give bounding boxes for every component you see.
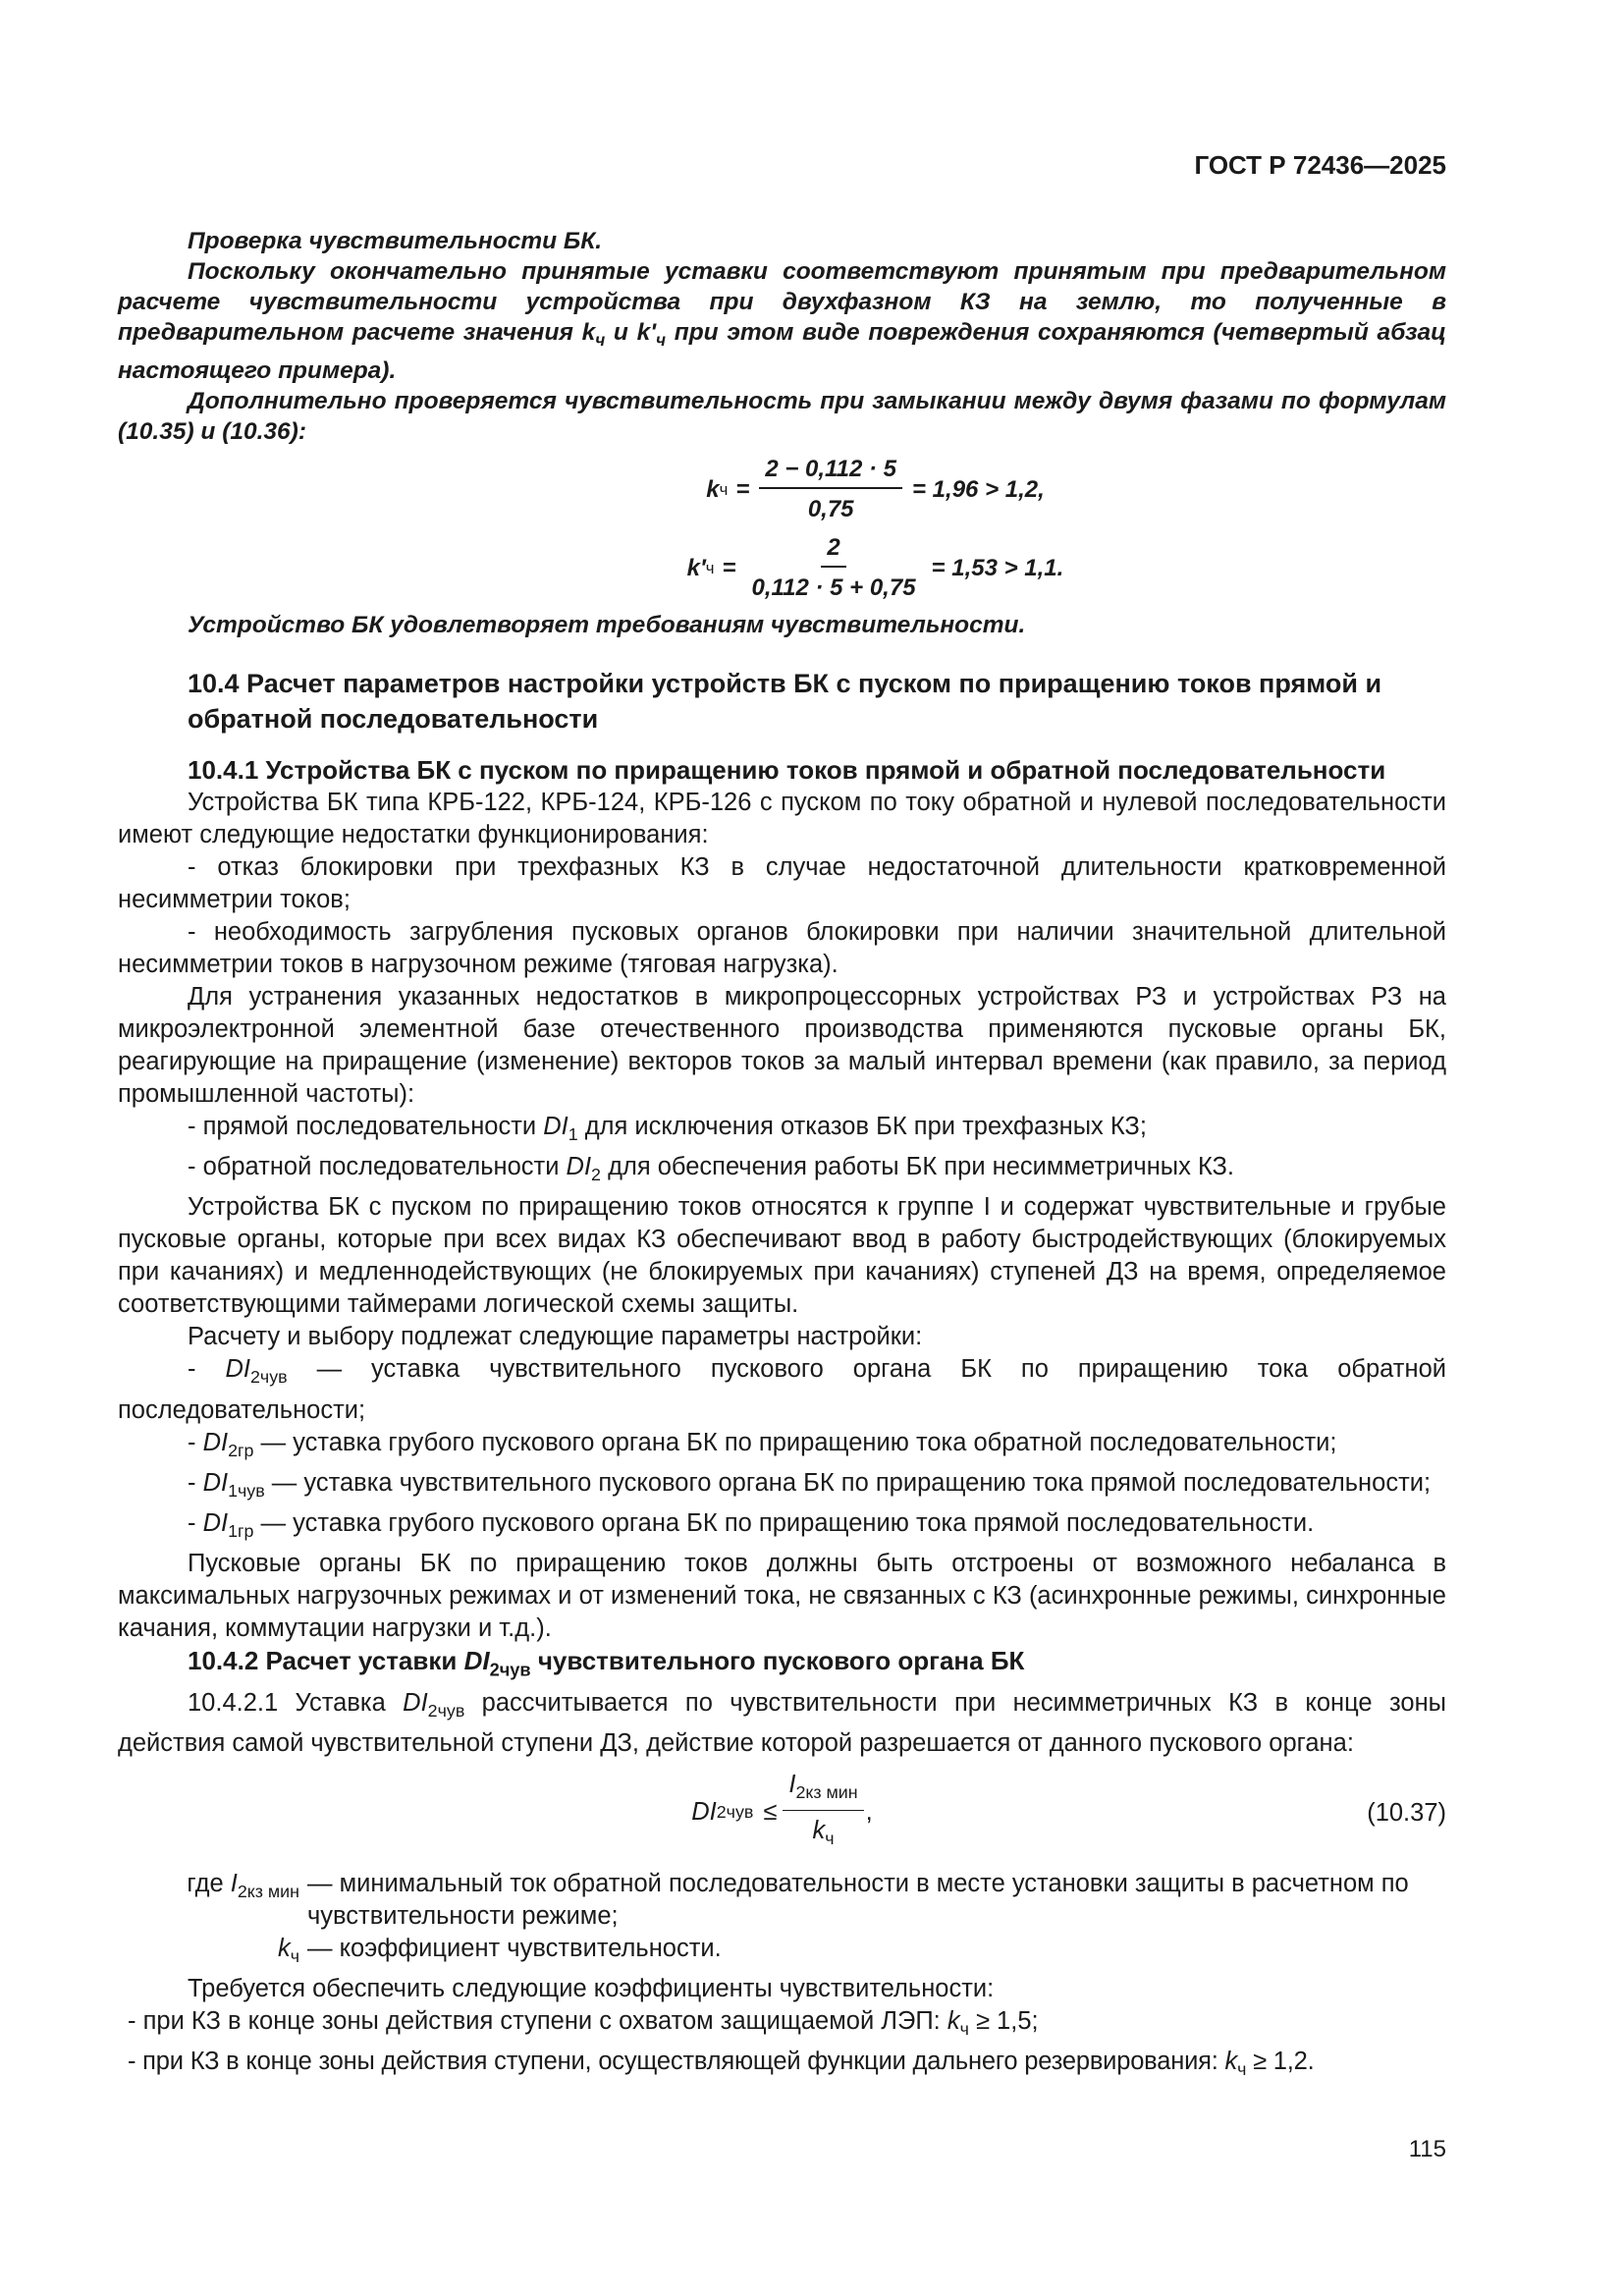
- equation-number: (10.37): [1367, 1799, 1446, 1827]
- page-body: [118, 226, 1446, 2087]
- list-item: - $DI_{1чув}$ — уставка чувствительного пускового органа БК по приращению тока прямой последовательности;: [188, 1468, 1432, 1502]
- document-code-header: ГОСТ Р 72436—2025: [1194, 150, 1446, 180]
- list-item: - необходимость загрубления пусковых органов блокировки при наличии значительной длительной несимметрии токов в нагрузочном режиме (тяговая нагрузка).: [118, 918, 1446, 978]
- section-10-4-2-heading: 10.4.2 Расчет уставки $DI_{2чув}$ чувствительного пускового органа БК: [188, 1646, 1025, 1680]
- formula-10-36-fraction: $\frac{2}{0,112 \cdot 5 + 0,75}$: [746, 531, 922, 604]
- formula-10-35-fraction: $\frac{2 - 0,112 \cdot 5}{0,75}$: [759, 453, 902, 525]
- check-conclusion: Устройство БК удовлетворяет требованиям чувствительности.: [188, 612, 1026, 638]
- list-item: - при КЗ в конце зоны действия ступени, осуществляющей функции дальнего резервирования: $k_ч \ge 1,2$.: [128, 2048, 1315, 2080]
- list-item: - прямой последовательности $DI_1$ для исключения отказов БК при трехфазных КЗ;: [188, 1113, 1147, 1145]
- definition-text: — коэффициент чувствительности.: [307, 1935, 722, 1962]
- page-number: 115: [1408, 2136, 1446, 2162]
- paragraph: Устройства БК типа КРБ-122, КРБ-124, КРБ-126 с пуском по току обратной и нулевой последовательности имеют следующие недостатки функционирования:: [118, 789, 1446, 848]
- list-item: - $DI_{1гр}$ — уставка грубого пускового органа БК по приращению тока прямой последовательности.: [188, 1509, 1315, 1542]
- list-item: - $DI_{2гр}$ — уставка грубого пускового органа БК по приращению тока обратной последовательности;: [188, 1428, 1337, 1460]
- formula-10-36: k′ ч = $\frac{2}{0,112 \cdot 5 + 0,75}$ = 1,53 > 1,1.: [304, 531, 1446, 604]
- list-item: - $DI_{2чув}$ — уставка чувствительного пускового органа БК по приращению тока обратной последовательности;: [118, 1355, 1446, 1424]
- definition-text: — минимальный ток обратной последовательности в месте установки защиты в расчетном по чувствительности режиме;: [307, 1870, 1409, 1930]
- list-item: - обратной последовательности $DI_2$ для обеспечения работы БК при несимметричных КЗ.: [188, 1153, 1235, 1185]
- paragraph: Устройства БК с пуском по приращению токов относятся к группе I и содержат чувствительные и грубые пусковые органы, которые при всех видах КЗ обеспечивают ввод в работу быстродействующих (блокируемых при качаниях) и медленнодействующих (не блокируемых при качаниях) ступеней ДЗ на время, определяемое соответствующими таймерами логической схемы защиты.: [118, 1193, 1446, 1319]
- sensitivity-check-block: [118, 226, 1446, 640]
- formula-10-35: k ч = $\frac{2 - 0,112 \cdot 5}{0,75}$ = 1,96 > 1,2,: [304, 453, 1446, 525]
- section-10-4-1-heading: 10.4.1 Устройства БК с пуском по приращению токов прямой и обратной последовательности: [188, 755, 1386, 785]
- paragraph: Для устранения указанных недостатков в микропроцессорных устройствах РЗ и устройствах РЗ на микроэлектронной элементной базе отечественного производства применяются пусковые органы БК, реагирующие на приращение (изменение) векторов токов за малый интервал времени (как правило, за период промышленной частоты):: [118, 983, 1446, 1108]
- where-definitions: где $I_{2кз мин}$ — минимальный ток обратной последовательности в месте установки защиты в расчетном по чувствительности режиме; $k_ч$ — коэффициент чувствительности.: [118, 1868, 1446, 1973]
- paragraph: Расчету и выбору подлежат следующие параметры настройки:: [188, 1323, 923, 1351]
- section-10-4-heading: 10.4 Расчет параметров настройки устройств БК с пуском по приращению токов прямой и обратной последовательности: [188, 669, 1382, 734]
- paragraph: Пусковые органы БК по приращению токов должны быть отстроены от возможного небаланса в максимальных нагрузочных режимах и от изменений тока, не связанных с КЗ (асинхронные режимы, синхронные качания, коммутации нагрузки и т.д.).: [118, 1550, 1446, 1643]
- list-item: - отказ блокировки при трехфазных КЗ в случае недостаточной длительности кратковременной несимметрии токов;: [118, 853, 1446, 913]
- check-paragraph-1: Поскольку окончательно принятые уставки соответствуют принятым при предварительном расчете чувствительности устройства при двухфазном КЗ на землю, то полученные в предварительном расчете значения $k_ч$ и $k'_ч$ при этом виде повреждения сохраняются (четвертый абзац настоящего примера).: [118, 258, 1446, 384]
- check-paragraph-2: Дополнительно проверяется чувствительность при замыкании между двумя фазами по формулам (10.35) и (10.36):: [118, 388, 1446, 445]
- formula-10-37-fraction: $\frac{I_{2кз мин}}{k_ч}$: [783, 1769, 863, 1854]
- paragraph: Требуется обеспечить следующие коэффициенты чувствительности:: [188, 1975, 995, 2003]
- paragraph: 10.4.2.1 Уставка $DI_{2чув}$ рассчитывается по чувствительности при несимметричных КЗ в конце зоны действия самой чувствительной ступени ДЗ, действие которой разрешается от данного пускового органа:: [118, 1688, 1446, 1757]
- list-item: - при КЗ в конце зоны действия ступени с охватом защищаемой ЛЭП: $k_ч \ge 1,5$;: [128, 2007, 1039, 2040]
- formula-10-37: DI 2чув ≤ $\frac{I_{2кз мин}}{k_ч}$ , (10.37): [118, 1770, 1446, 1854]
- check-title: Проверка чувствительности БК.: [188, 228, 603, 254]
